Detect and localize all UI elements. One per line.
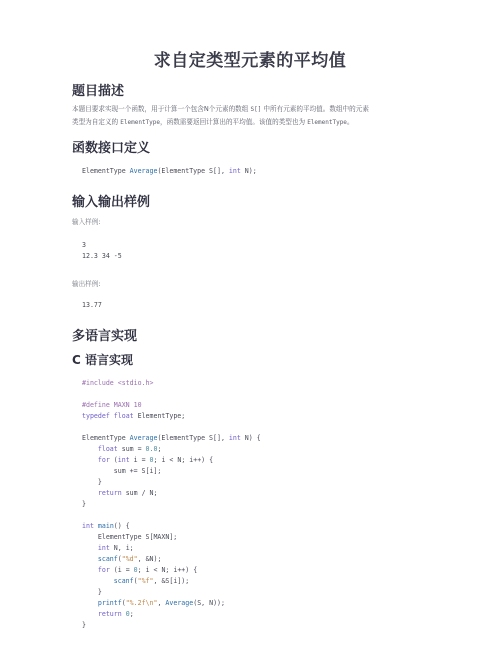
code-line: scanf("%f", &S[i]);: [113, 577, 190, 585]
description-line1-a: 本题目要求实现一个函数，用于计算一个包含N个元素的数组: [72, 105, 251, 113]
code-line: }: [82, 621, 86, 629]
output-sample-code: [82, 300, 102, 311]
code-line: int N, i;: [97, 544, 134, 552]
c-impl-heading: C 语言实现: [72, 353, 133, 367]
output-sample-label: 输出样例:: [72, 280, 101, 288]
interface-heading: 函数接口定义: [72, 141, 151, 156]
description-line2-b: ，函数需要返回计算出的平均值。该值的类型也为: [160, 118, 308, 126]
description-text: [72, 103, 432, 129]
output-line-1: 13.77: [82, 301, 102, 309]
input-line-2: 12.3 34 -5: [82, 252, 122, 260]
code-line: sum += S[i];: [82, 467, 162, 475]
description-line2-a: 类型为自定义的: [72, 118, 121, 126]
input-line-1: 3: [82, 241, 86, 249]
code-line: #include <stdio.h>: [82, 379, 154, 387]
code-line: scanf("%d", &N);: [97, 555, 162, 563]
code-line: }: [82, 500, 86, 508]
description-line2-c: 。: [346, 118, 354, 126]
description-line2-code2: ElementType: [307, 119, 347, 126]
code-line: ElementType S[MAXN];: [82, 533, 178, 541]
code-line: typedef float ElementType;: [82, 412, 186, 420]
page-title: 求自定类型元素的平均值: [153, 51, 347, 71]
code-line: for (int i = 0; i < N; i++) {: [97, 456, 214, 464]
samples-heading: 输入输出样例: [72, 195, 151, 210]
code-line: ElementType Average(ElementType S[], int N) {: [82, 434, 261, 442]
input-sample-code: [82, 240, 122, 262]
multilang-heading: 多语言实现: [72, 329, 138, 344]
code-line: for (i = 0; i < N; i++) {: [97, 566, 198, 574]
input-sample-label: 输入样例:: [72, 218, 101, 226]
code-line: #define MAXN 10: [82, 401, 142, 409]
code-line: }: [82, 478, 102, 486]
code-line: return 0;: [97, 610, 134, 618]
description-heading: 题目描述: [72, 84, 125, 99]
description-line1-b: 中所有元素的平均值。数组中的元素: [261, 105, 369, 113]
interface-code-line: ElementType Average(ElementType S[], int N);: [82, 167, 257, 175]
code-line: float sum = 0.0;: [97, 445, 162, 453]
interface-code: [82, 166, 257, 177]
code-line: }: [82, 588, 102, 596]
code-line: printf("%.2f\n", Average(S, N));: [97, 599, 225, 607]
description-line2-code1: ElementType: [120, 119, 161, 126]
c-code-block: [82, 378, 261, 631]
code-line: int main() {: [82, 522, 130, 530]
code-line: return sum / N;: [97, 489, 158, 497]
description-line1-code: S[]: [250, 106, 262, 113]
